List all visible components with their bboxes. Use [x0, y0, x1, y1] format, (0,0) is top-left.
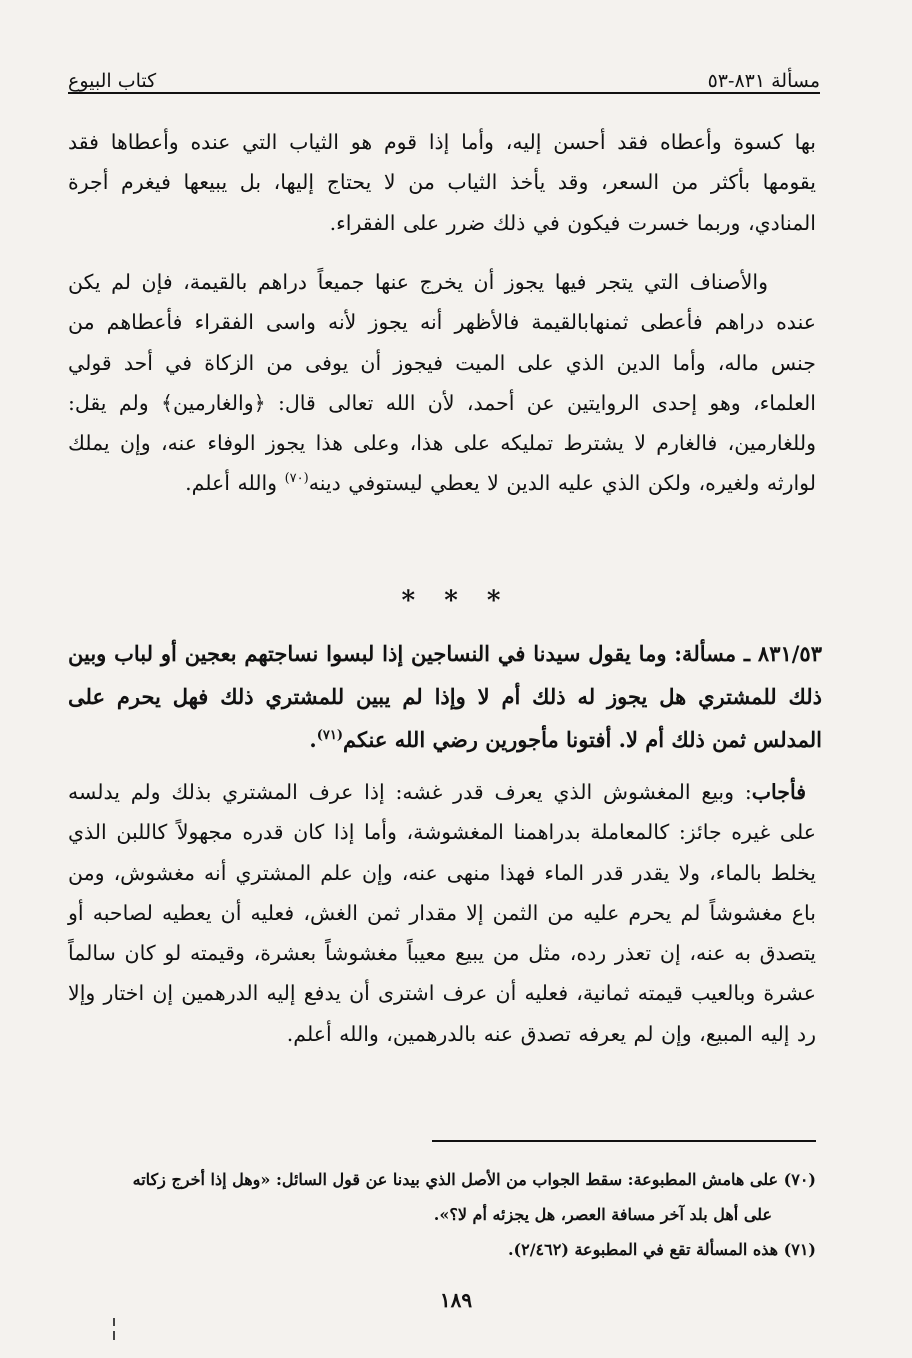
running-head [68, 58, 820, 92]
header-rule [68, 92, 820, 94]
scan-artifact-mark [112, 1318, 115, 1342]
section-reference: مسألة ٨٣١-٥٣ [707, 70, 820, 92]
footnotes [68, 1162, 816, 1267]
page-number: ١٨٩ [439, 1288, 473, 1312]
answer-lead: فأجاب [751, 780, 806, 804]
book-title: كتاب البيوع [68, 70, 157, 92]
paragraph-2-text: والأصناف التي يتجر فيها يجوز أن يخرج عنها جميعاً دراهم بالقيمة، فإن لم يكن عنده دراهم فأعطى ثمنهابالقيمة فالأظهر أنه يجوز لأنه واسى الفقراء فأعطاهم من جنس ماله، وأما الدين الذي على الميت فيجوز أن يوفى من الزكاة في أحد قولي العلماء، وهو إحدى الروايتين عن أحمد، لأن الله تعالى قال: ﴿والغارمين﴾ ولم يقل: وللغارمين، فالغارم لا يشترط تمليكه على هذا، وعلى هذا يجوز الوفاء عنه، وإن يملك لوارثه ولغيره، ولكن الذي عليه الدين لا يعطي ليستوفي دينه [68, 270, 816, 496]
question-end: . [309, 727, 317, 752]
footnote-70-line-1: (٧٠) على هامش المطبوعة: سقط الجواب من الأصل الذي بيدنا عن قول السائل: «وهل إذا أخرج زكاته [132, 1170, 816, 1189]
answer-text: : وبيع المغشوش الذي يعرف قدر غشه: إذا عرف المشتري بذلك ولم يدلسه على غيره جائز: كالمعاملة بدراهمنا المغشوشة، وأما إذا كان قدره مجهولاً كاللبن الذي يخلط بالماء، ولا يقدر قدر الماء فهذا منهى عنه، وإن علم المشتري أنه مغشوش، ومن باع مغشوشاً لم يحرم عليه من الثمن إلا مقدار ثمن الغش، فعليه أن يعطيه لصاحبه أو يتصدق به عنه، إن تعذر رده، مثل من يبيع معيباً مغشوشاً بعشرة، وقيمته لو كان سالماً عشرة وبالعيب قيمته ثمانية، فعليه أن عرف اشترى أن يدفع إليه الدرهمين إن اختار وإلا رد إليه المبيع، وإن لم يعرفه تصدق عنه بالدرهمين، والله أعلم. [68, 780, 816, 1046]
paragraph-1: بها كسوة وأعطاه فقد أحسن إليه، وأما إذا قوم هو الثياب التي عنده وأعطاها فقد يقومها بأكثر من السعر، وقد يأخذ الثياب من لا يحتاج إليها، بل يبيعها فيغرم أجرة المنادي، وربما خسرت فيكون في ذلك ضرر على الفقراء. [68, 130, 816, 235]
footnote-rule [432, 1140, 816, 1142]
footnote-70-line-2: على أهل بلد آخر مسافة العصر، هل يجزئه أم لا؟». [433, 1205, 772, 1224]
footnote-ref-70[interactable]: (٧٠) [284, 471, 309, 487]
footnote-71: (٧١) هذه المسألة تقع في المطبوعة (٢/٤٦٢). [507, 1240, 816, 1259]
question-paragraph [68, 632, 822, 761]
paragraph-2 [68, 262, 816, 504]
footnote-ref-71[interactable]: (٧١) [316, 728, 343, 743]
question-text: ٨٣١/٥٣ ـ مسألة: وما يقول سيدنا في النساجين إذا لبسوا نساجتهم بعجين أو لباب وبين ذلك للمشتري هل يجوز له ذلك أم لا وإذا لم يبين للمشتري ذلك فهل يحرم على المدلس ثمن ذلك أم لا. أفتونا مأجورين رضي الله عنكم [68, 641, 822, 752]
section-separator: * * * [401, 586, 511, 616]
paragraph-2-end: والله أعلم. [185, 471, 285, 496]
answer-paragraph [68, 772, 816, 1054]
